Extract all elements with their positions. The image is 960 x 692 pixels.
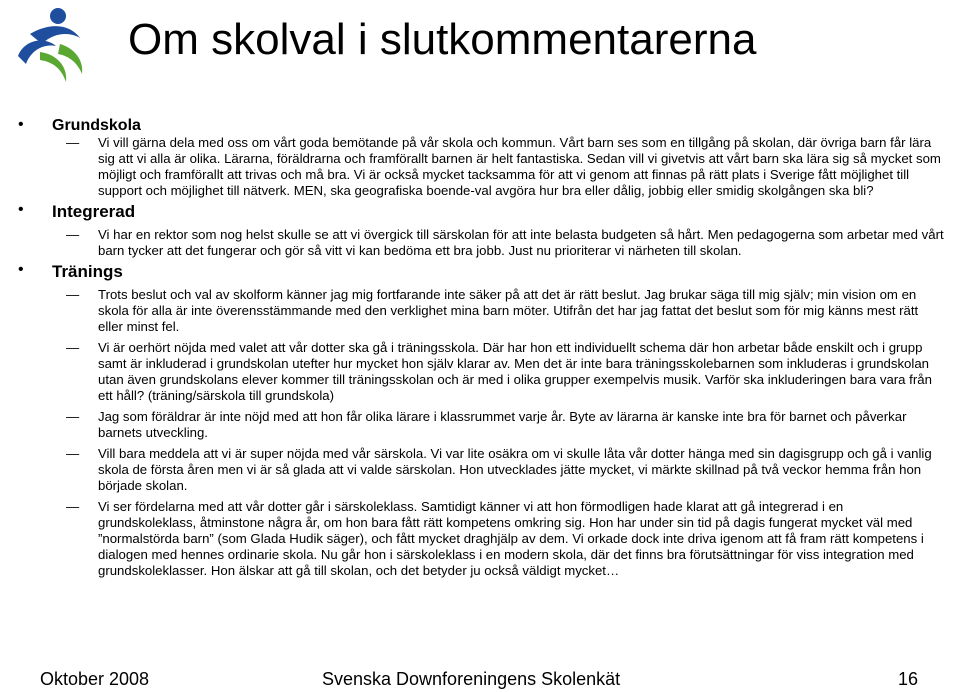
dash-icon: — [66,287,80,302]
page-title: Om skolval i slutkommentarerna [128,15,757,64]
list-item [52,135,944,199]
item-text: Vill bara meddela att vi är super nöjda med vår särskola. Vi var lite osäkra om vi skulle låta vår dotter hänga med sin dagisgrupp och gå i vanlig skola de första åren men vi är så glada att vi valde särskolan. Hon utvecklades jätte mycket, vi märkte skillnad på två veckor hemma från hon började skolan. [98,446,932,493]
footer-date: Oktober 2008 [40,669,150,689]
dash-icon: — [66,340,80,355]
dash-icon: — [66,135,80,150]
list-item [52,446,944,494]
list-item [52,287,944,335]
list-item [52,409,944,441]
section-tranings [14,261,944,579]
section-grundskola [14,116,944,199]
section-heading: Grundskola [52,117,141,134]
footer-organization: Svenska Downforeningens Skolenkät [322,669,621,689]
item-text: Jag som föräldrar är inte nöjd med att hon får olika lärare i klassrummet varje år. Byte av lärarna är kanske inte bra för barnet och påverkar barnets utveckling. [98,409,907,440]
bullet-icon: • [18,201,24,218]
dash-icon: — [66,409,80,424]
item-text: Vi har en rektor som nog helst skulle se att vi övergick till särskolan för att inte belasta budgeten så hårt. Men pedagogerna som arbetar med vårt barn tycker att det fungerar och gör så vitt vi kan bedöma ett bra jobb. Just nu prioriterar vi närheten till skolan. [98,227,944,258]
item-text: Vi ser fördelarna med att vår dotter går i särskoleklass. Samtidigt känner vi att hon förmodligen hade klarat att gå integrerad i en grundskoleklass, åtminstone några år, om hon bara fått rätt kompetens omkring sig. Hon har under sin tid på dagis fungerat mycket väl med ”normalstörda barn” (som Glada Hudik säger), och fått mycket draghjälp av dem. Vi orkade dock inte driva igenom att få fram rätt kompetens i dialogen med hennes ordinarie skola. Nu går hon i särskoleklass i en modern skola, där det finns bra förutsättningar för viss integration med grundskoleklasser. Hon älskar att gå till skolan, och det betyder ju också väldigt mycket… [98,499,924,578]
list-item [52,499,944,579]
main-content [14,116,944,579]
bullet-icon: • [18,116,24,133]
dash-icon: — [66,227,80,242]
section-integrerad [14,201,944,259]
item-text: Vi är oerhört nöjda med valet att vår dotter ska gå i träningsskola. Där har hon ett individuellt schema där hon arbetar både enskilt och i grupp samt är inkluderad i grundskolan utefter hur mycket hon själv klarar av. Men det är inte bara träningsskolebarnen som inkluderas i grundskolan utan även grundskolans elever kommer till träningsskolan och är med i olika grupper exempelvis musik. Varför ska inkluderingen bara vara från ett håll? (träning/särskola till grundskola) [98,340,932,403]
section-heading: Tränings [52,262,123,281]
item-text: Trots beslut och val av skolform känner jag mig fortfarande inte säker på att det är rätt beslut. Jag brukar säga till mig själv; min vision om en skola för alla är inte överensstämmande med den verklighet mina barn möter. Utifrån det har jag fattat det beslut som för mig känns mest rätt eller minst fel. [98,287,919,334]
bullet-icon: • [18,261,24,278]
person-figure-logo-icon [10,4,92,84]
dash-icon: — [66,499,80,514]
page-number: 16 [898,669,919,689]
list-item [52,340,944,404]
item-text: Vi vill gärna dela med oss om vårt goda bemötande på vår skola och kommun. Vårt barn ses som en tillgång på skolan, där övriga barn får lära sig att vi alla är olika. Lärarna, föräldrarna och framförallt barnen är helt fantastiska. Sedan vill vi givetvis att vårt barn ska lära sig så mycket som möjligt och framförallt att trivas och må bra. Vi är också mycket tacksamma för att vi genom att finnas på rätt plats i Sverige fått möjlighet till support och möjlighet till nätverk. MEN, ska geografiska boende-val avgöra hur bra eller dålig, jobbig eller smidig skolgången ska bli? [98,135,941,198]
section-heading: Integrerad [52,202,136,221]
list-item [52,227,944,259]
dash-icon: — [66,446,80,461]
